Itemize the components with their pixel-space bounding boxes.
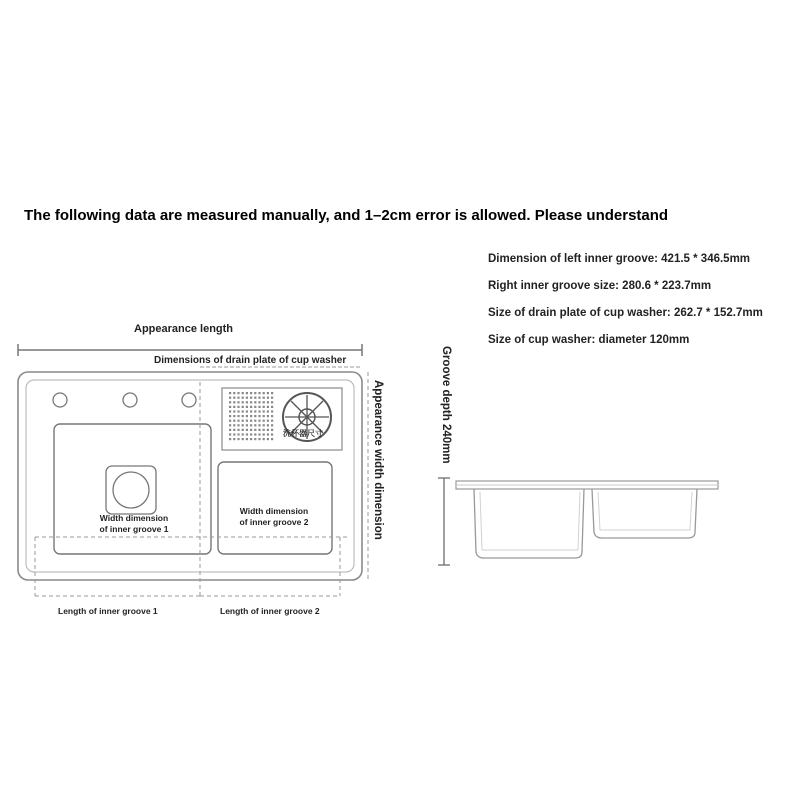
drain-hole	[242, 415, 244, 417]
drain-hole	[242, 410, 244, 412]
drain-hole	[237, 397, 239, 399]
drain-hole	[263, 406, 265, 408]
drain-hole	[254, 420, 256, 422]
spec-drain-plate: Size of drain plate of cup washer: 262.7 * 152.7mm	[488, 307, 763, 319]
drain-hole	[242, 397, 244, 399]
drain-hole	[229, 392, 231, 394]
drain-hole	[263, 438, 265, 440]
drain-hole	[246, 401, 248, 403]
drain-hole	[267, 397, 269, 399]
drain-hole	[233, 392, 235, 394]
drain-hole	[258, 406, 260, 408]
drain-hole	[263, 410, 265, 412]
drain-hole	[233, 429, 235, 431]
drain-hole	[246, 429, 248, 431]
drain-hole	[246, 415, 248, 417]
drain-hole	[246, 424, 248, 426]
drain-hole	[233, 397, 235, 399]
drain-hole	[254, 401, 256, 403]
drain-plate-grid	[229, 392, 273, 440]
drain-hole	[271, 406, 273, 408]
drain-hole	[246, 392, 248, 394]
drain-hole	[237, 429, 239, 431]
drain-hole	[254, 429, 256, 431]
faucet-hole-2	[123, 393, 137, 407]
length-groove-2-label: Length of inner groove 2	[220, 606, 320, 616]
drain-plate-label: Dimensions of drain plate of cup washer	[154, 355, 347, 366]
drain-hole	[254, 424, 256, 426]
drain-hole	[263, 392, 265, 394]
drain-hole	[258, 401, 260, 403]
drain-hole	[258, 415, 260, 417]
drain-hole	[237, 433, 239, 435]
cup-washer-mark: 洗杯器尺寸	[283, 429, 323, 438]
drain-hole	[250, 406, 252, 408]
drain-hole	[254, 410, 256, 412]
drain-hole	[254, 415, 256, 417]
spec-cup-washer: Size of cup washer: diameter 120mm	[488, 334, 690, 346]
drain-hole	[267, 392, 269, 394]
drain-hole	[237, 424, 239, 426]
drain-hole	[242, 420, 244, 422]
drain-hole	[237, 401, 239, 403]
drain-hole	[246, 420, 248, 422]
drain-hole	[263, 424, 265, 426]
drain-hole	[271, 438, 273, 440]
drain-hole	[250, 392, 252, 394]
drain-hole	[267, 406, 269, 408]
drain-hole	[229, 415, 231, 417]
drain-hole	[271, 420, 273, 422]
drain-hole	[254, 438, 256, 440]
side-groove-1	[474, 489, 584, 558]
drain-hole	[250, 397, 252, 399]
drain-hole	[267, 420, 269, 422]
drain-hole	[246, 406, 248, 408]
drain-hole	[242, 424, 244, 426]
drain-hole	[229, 401, 231, 403]
drain-hole	[258, 410, 260, 412]
drain-hole	[242, 433, 244, 435]
drain-hole	[250, 401, 252, 403]
drain-hole	[233, 420, 235, 422]
drain-hole	[250, 429, 252, 431]
drain-hole	[242, 401, 244, 403]
drain-hole	[267, 429, 269, 431]
drain-hole	[271, 415, 273, 417]
drain-hole	[263, 433, 265, 435]
side-groove-2	[592, 489, 697, 538]
drain-hole	[233, 433, 235, 435]
drain-hole	[229, 406, 231, 408]
drain-hole	[271, 429, 273, 431]
drain-hole	[250, 433, 252, 435]
drain-hole	[250, 424, 252, 426]
drain-hole	[258, 397, 260, 399]
drain-hole	[233, 401, 235, 403]
drain-hole	[263, 415, 265, 417]
drain-hole	[267, 433, 269, 435]
drain-hole	[267, 415, 269, 417]
spec-left-groove: Dimension of left inner groove: 421.5 * 346.5mm	[488, 253, 751, 265]
drain-hole	[258, 424, 260, 426]
drain-hole	[250, 438, 252, 440]
appearance-width-label: Appearance width dimension	[372, 380, 384, 540]
drain-hole	[233, 424, 235, 426]
drain-hole	[267, 424, 269, 426]
drain-hole	[254, 433, 256, 435]
drain-hole	[250, 410, 252, 412]
drain-hole	[250, 415, 252, 417]
drain-hole	[267, 438, 269, 440]
drain-hole	[237, 410, 239, 412]
drain-hole	[254, 406, 256, 408]
drain-hole	[233, 410, 235, 412]
drain-hole	[233, 415, 235, 417]
drain-hole	[237, 392, 239, 394]
drain-hole	[242, 429, 244, 431]
width-groove-1-label: Width dimension of inner groove 1	[99, 513, 169, 534]
drain-hole	[263, 420, 265, 422]
length-groove-1-label: Length of inner groove 1	[58, 606, 158, 616]
drain-hole	[237, 406, 239, 408]
drain-hole	[233, 406, 235, 408]
drain-hole	[263, 401, 265, 403]
drain-hole	[271, 401, 273, 403]
drain-hole	[229, 429, 231, 431]
drain-hole	[233, 438, 235, 440]
appearance-length-label: Appearance length	[134, 323, 234, 335]
drain-hole	[242, 392, 244, 394]
drain-hole	[229, 420, 231, 422]
drain-hole	[242, 406, 244, 408]
groove-depth-label: Groove depth 240mm	[440, 346, 452, 464]
drain-hole	[246, 433, 248, 435]
drain-hole	[246, 410, 248, 412]
drain-hole	[271, 397, 273, 399]
drain-hole	[229, 397, 231, 399]
drain-hole	[263, 397, 265, 399]
drain-hole	[229, 424, 231, 426]
drain-hole	[258, 420, 260, 422]
drain-hole	[237, 420, 239, 422]
drain-hole	[246, 438, 248, 440]
drain-circle	[113, 472, 149, 508]
faucet-hole-3	[182, 393, 196, 407]
drain-hole	[237, 438, 239, 440]
drain-hole	[229, 438, 231, 440]
faucet-hole-1	[53, 393, 67, 407]
drain-hole	[271, 424, 273, 426]
drain-hole	[258, 433, 260, 435]
headline: The following data are measured manually, and 1–2cm error is allowed. Please understand	[24, 207, 669, 224]
drain-hole	[267, 410, 269, 412]
drain-hole	[258, 392, 260, 394]
drain-hole	[258, 438, 260, 440]
sink-outer-outline	[18, 372, 362, 580]
drain-hole	[263, 429, 265, 431]
drain-hole	[254, 397, 256, 399]
drain-hole	[271, 392, 273, 394]
drain-plate	[222, 388, 342, 450]
drain-hole	[237, 415, 239, 417]
drain-hole	[229, 433, 231, 435]
drain-hole	[254, 392, 256, 394]
drain-hole	[242, 438, 244, 440]
drain-hole	[246, 397, 248, 399]
drain-hole	[271, 410, 273, 412]
drain-hole	[267, 401, 269, 403]
spec-right-groove: Right inner groove size: 280.6 * 223.7mm	[488, 280, 712, 292]
drain-hole	[271, 433, 273, 435]
drain-hole	[250, 420, 252, 422]
drain-hole	[258, 429, 260, 431]
width-groove-2-label: Width dimension of inner groove 2	[239, 506, 309, 527]
drain-hole	[229, 410, 231, 412]
